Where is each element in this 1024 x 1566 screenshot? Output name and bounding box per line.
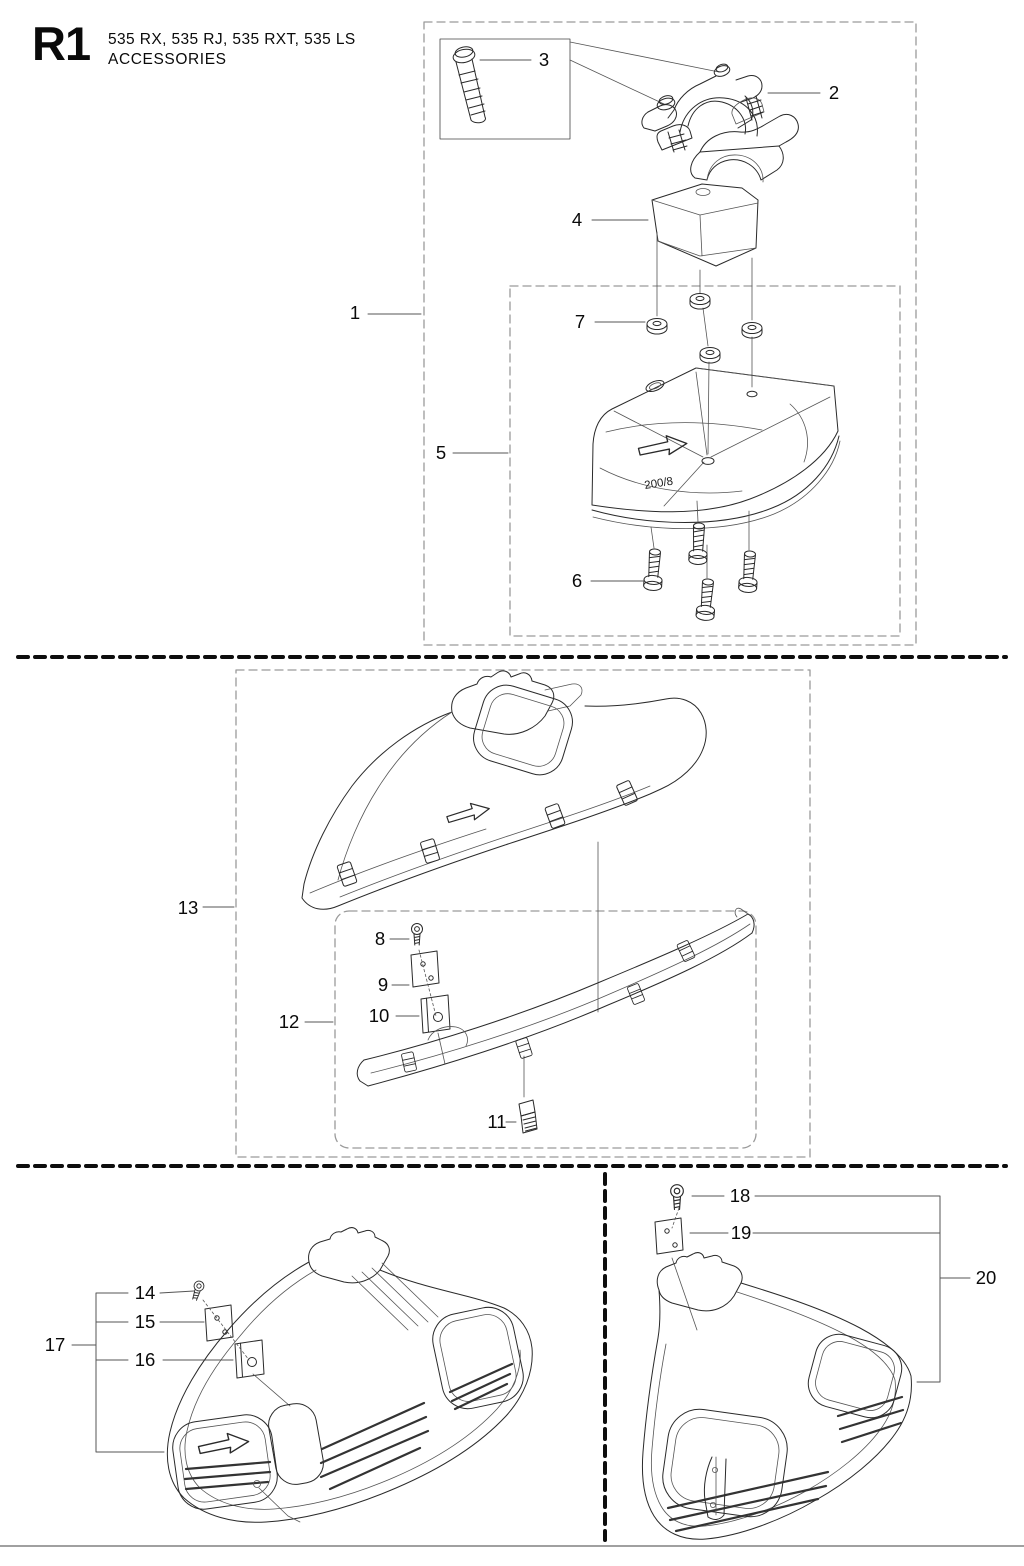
trimmer-guard-part13 xyxy=(302,671,706,909)
assembly-guard-complete-group xyxy=(368,22,916,645)
bolt-callout-box xyxy=(440,39,719,139)
trimmer-guard-part20 xyxy=(642,1253,911,1540)
section-title: ACCESSORIES xyxy=(108,51,227,68)
plate-part15 xyxy=(205,1305,233,1341)
washer-part7-d xyxy=(742,323,762,339)
part-label-18: 18 xyxy=(729,1185,751,1206)
screw-part18 xyxy=(671,1185,684,1210)
guard-extension-group xyxy=(203,670,810,1157)
part-label-8: 8 xyxy=(374,928,386,949)
handlebar-clamp-part2 xyxy=(642,63,798,182)
clip-part11 xyxy=(519,1100,537,1133)
bracket-part16 xyxy=(235,1340,264,1378)
part-label-14: 14 xyxy=(134,1282,156,1303)
guard-17-group xyxy=(72,1228,532,1523)
part-label-3: 3 xyxy=(538,49,550,70)
support-bracket-part4 xyxy=(652,184,758,266)
guard-screw-part6-c xyxy=(696,578,718,621)
plate-part19 xyxy=(655,1218,683,1254)
rotation-direction-arrow xyxy=(198,1432,250,1456)
page-code: R1 xyxy=(32,17,91,70)
part-label-11: 11 xyxy=(487,1111,507,1132)
part-label-1: 1 xyxy=(349,302,361,323)
part-label-20: 20 xyxy=(975,1267,997,1288)
guard-screw-part6-d xyxy=(738,550,759,593)
washer-part7-c xyxy=(700,348,720,364)
part-label-7: 7 xyxy=(574,311,586,332)
trimmer-guard-part17 xyxy=(167,1228,532,1523)
part-label-17: 17 xyxy=(44,1334,66,1355)
rotation-direction-arrow xyxy=(445,800,490,824)
extension-clip xyxy=(515,1037,532,1058)
guard-clip xyxy=(545,803,566,828)
guard-clip xyxy=(337,861,357,886)
plate-part9 xyxy=(411,951,439,987)
part-label-15: 15 xyxy=(134,1311,156,1332)
part-label-9: 9 xyxy=(377,974,389,995)
part-label-2: 2 xyxy=(828,82,840,103)
part-label-4: 4 xyxy=(571,209,583,230)
part-label-10: 10 xyxy=(368,1005,390,1026)
part-label-13: 13 xyxy=(177,897,199,918)
part-label-19: 19 xyxy=(730,1222,752,1243)
part-label-6: 6 xyxy=(571,570,583,591)
guard-13-dashed-box xyxy=(236,670,810,1157)
model-list: 535 RX, 535 RJ, 535 RXT, 535 LS xyxy=(108,31,356,48)
extension-clip xyxy=(677,940,696,962)
guard-size-marking: 200/8 xyxy=(643,475,674,492)
assembly-5-dashed-box xyxy=(510,286,900,636)
screw-part8 xyxy=(412,924,423,946)
guard-clip xyxy=(616,780,638,806)
part-label-16: 16 xyxy=(134,1349,156,1370)
blade-guard-part5 xyxy=(592,368,840,529)
extension-clip xyxy=(627,983,645,1005)
washer-part7-b xyxy=(690,294,710,310)
extension-12-dashed-box xyxy=(335,911,756,1148)
screw-part14 xyxy=(190,1280,205,1301)
guard-20-group xyxy=(642,1185,970,1540)
guard-screw-part6-b xyxy=(689,523,708,565)
part-label-5: 5 xyxy=(435,442,447,463)
washer-part7-a xyxy=(647,319,667,335)
part-label-12: 12 xyxy=(278,1011,300,1032)
guard-screw-part6-a xyxy=(643,548,664,591)
clamp-bolt-part3 xyxy=(452,45,486,123)
guard-clip xyxy=(420,838,440,863)
